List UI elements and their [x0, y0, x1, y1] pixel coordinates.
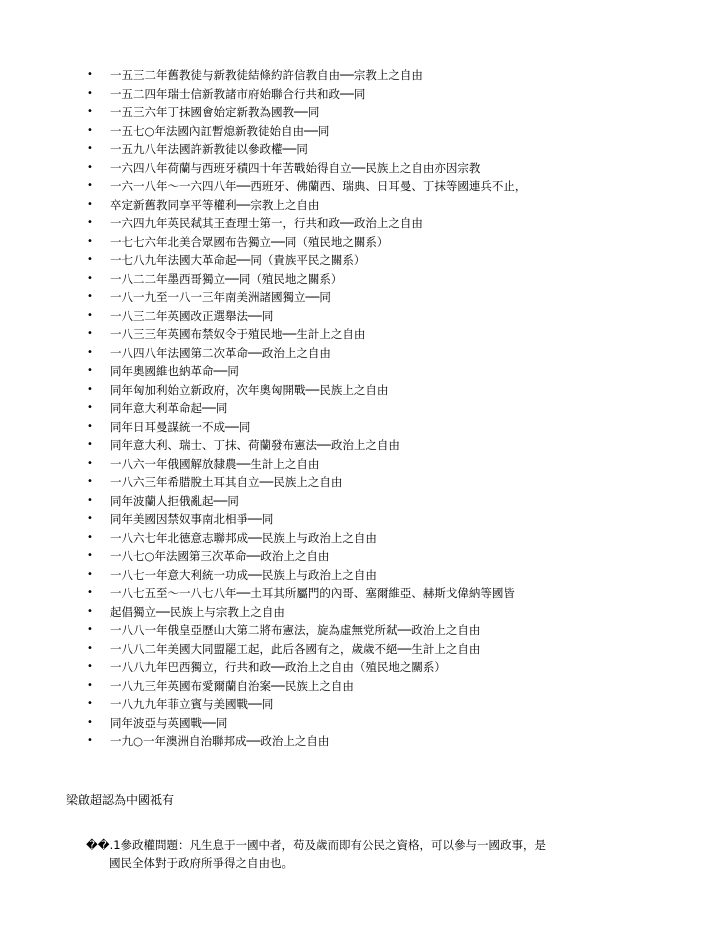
bullet-icon: • [87, 365, 93, 376]
bullet-icon: • [87, 457, 93, 469]
timeline-item-text: 一八七○年法國第三次革命──政治上之自由 [110, 549, 330, 563]
bullet-icon: • [87, 679, 93, 691]
timeline-item [84, 418, 684, 437]
timeline-item [84, 436, 684, 455]
timeline-item [84, 362, 684, 381]
timeline-item [84, 566, 684, 585]
bullet-icon: • [87, 513, 93, 524]
bullet-icon: • [87, 531, 93, 543]
timeline-item [84, 732, 684, 751]
bullet-icon: • [87, 180, 93, 191]
bullet-icon: • [87, 124, 93, 136]
bullet-icon: • [87, 217, 93, 228]
timeline-item-text: 同年意大利、瑞士、丁抹、荷蘭發布憲法──政治上之自由 [110, 438, 400, 452]
timeline-item-text: 一九○一年澳洲自治聯邦成──政治上之自由 [110, 734, 330, 748]
timeline-item [84, 399, 684, 418]
timeline-item [84, 677, 684, 696]
timeline-item [84, 177, 684, 196]
timeline-item-text: 一六一八年～一六四八年──西班牙、佛蘭西、瑞典、日耳曼、丁抹等國連兵不止， [110, 179, 527, 193]
timeline-item [84, 492, 684, 511]
timeline-item [84, 381, 684, 400]
timeline-item-text: 一八六一年俄國解放隸農──生計上之自由 [110, 456, 320, 471]
timeline-item-text: 一八二二年墨西哥獨立──同（殖民地之關系） [110, 271, 343, 286]
timeline-item [84, 529, 684, 548]
timeline-item [84, 510, 684, 529]
timeline-item [84, 695, 684, 714]
timeline-list [84, 66, 684, 751]
timeline-item [84, 140, 684, 159]
timeline-item-text: 卒定新舊教同享平等權利──宗教上之自由 [110, 197, 320, 212]
bullet-icon: • [87, 254, 93, 265]
timeline-item [84, 473, 684, 492]
bullet-icon: • [87, 402, 93, 413]
timeline-item-text: 一六四八年荷蘭与西班牙積四十年苦戰始得自立──民族上之自由亦因宗教 [110, 160, 481, 175]
timeline-item [84, 270, 684, 289]
paragraph [86, 836, 676, 872]
bullet-icon: • [87, 106, 93, 117]
timeline-item-text: 一七八九年法國大革命起──同（貴族平民之關系） [110, 253, 366, 267]
bullet-icon: • [87, 309, 93, 321]
timeline-item [84, 603, 684, 622]
timeline-item-text: 起倡獨立──民族上与宗教上之自由 [110, 604, 285, 619]
timeline-item-text: 同年波蘭人拒俄亂起──同 [110, 493, 239, 508]
timeline-item [84, 196, 684, 215]
timeline-item-text: 一五三六年丁抹國會始定新教為國教──同 [110, 105, 320, 119]
timeline-item-text: 一八六七年北德意志聯邦成──民族上与政治上之自由 [110, 530, 377, 545]
timeline-item-text: 一八四八年法國第二次革命──政治上之自由 [110, 345, 331, 360]
bullet-icon: • [87, 328, 93, 339]
timeline-item-text: 同年意大利革命起──同 [110, 401, 228, 415]
bullet-icon: • [87, 161, 93, 173]
timeline-item-text: 一八三二年英國改正選舉法──同 [110, 308, 274, 323]
timeline-item-text: 一八六三年希腊脫土耳其自立──民族上之自由 [110, 475, 343, 489]
timeline-item-text: 一八八九年巴西獨立，行共和政──政治上之自由（殖民地之關系） [110, 660, 446, 674]
timeline-item [84, 325, 684, 344]
timeline-item [84, 85, 684, 104]
bullet-icon: • [87, 587, 93, 598]
timeline-item [84, 214, 684, 233]
timeline-item [84, 103, 684, 122]
bullet-icon: • [87, 87, 93, 99]
bullet-icon: • [87, 735, 93, 746]
timeline-item-text: 一五九八年法國許新教徒以參政權──同 [110, 142, 308, 156]
bullet-icon: • [87, 550, 93, 561]
bullet-icon: • [87, 476, 93, 487]
bullet-icon: • [87, 716, 93, 728]
timeline-item-text: 一八九九年菲立賓与美國戰──同 [110, 697, 274, 711]
timeline-item-text: 一八八一年俄皇亞歷山大第二將布憲法，旋為虛無党所弒──政治上之自由 [110, 623, 481, 637]
timeline-item [84, 640, 684, 659]
timeline-item [84, 307, 684, 326]
timeline-item-text: 同年日耳曼謀統一不成──同 [110, 419, 251, 434]
bullet-icon: • [87, 605, 93, 617]
timeline-item-text: 一八一九至一八一三年南美洲諸國獨立──同 [110, 290, 331, 304]
timeline-item-text: 一八七一年意大利統一功成──民族上与政治上之自由 [110, 567, 377, 582]
timeline-item [84, 288, 684, 307]
timeline-item [84, 66, 684, 85]
paragraph-line-1: ��.1參政權問題：凡生息于一國中者，苟及歲而即有公民之資格，可以參与一國政事，是 [86, 838, 547, 852]
timeline-item-text: 一八三三年英國布禁奴令于殖民地──生計上之自由 [110, 327, 366, 341]
timeline-item-text: 同年匈加利始立新政府，次年奧匈開戰──民族上之自由 [110, 382, 389, 397]
timeline-item-text: 同年奧國維也納革命──同 [110, 364, 239, 378]
bullet-icon: • [87, 568, 93, 580]
bullet-icon: • [87, 642, 93, 654]
timeline-item-text: 一七七六年北美合眾國布告獨立──同（殖民地之關系） [110, 234, 389, 249]
paragraph-line-2: 國民全体對于政府所爭得之自由也。 [109, 856, 293, 870]
timeline-item [84, 233, 684, 252]
bullet-icon: • [87, 346, 93, 358]
timeline-item-text: 一五二四年瑞士信新教諸市府始聯合行共和政──同 [110, 86, 366, 101]
bullet-icon: • [87, 235, 93, 247]
bullet-icon: • [87, 198, 93, 210]
bullet-icon: • [87, 698, 93, 709]
timeline-item [84, 658, 684, 677]
bullet-icon: • [87, 383, 93, 395]
bullet-icon: • [87, 272, 93, 284]
bullet-icon: • [87, 143, 93, 154]
section-heading: 梁啟超認為中國祗有 [66, 793, 175, 807]
timeline-item-text: 一五七○年法國內訌暫熄新教徒始自由──同 [110, 123, 330, 138]
timeline-item [84, 584, 684, 603]
timeline-item [84, 122, 684, 141]
timeline-item [84, 621, 684, 640]
timeline-item [84, 344, 684, 363]
timeline-item [84, 547, 684, 566]
timeline-item-text: 一八七五至～一八七八年──土耳其所屬門的內哥、塞爾維亞、赫斯戈偉納等國皆 [110, 586, 515, 600]
timeline-item [84, 251, 684, 270]
timeline-item-text: 一八八二年美國大同盟罷工起，此后各國有之，歲歲不絕──生計上之自由 [110, 641, 481, 656]
timeline-item-text: 一八九三年英國布愛爾蘭自治案──民族上之自由 [110, 678, 354, 693]
bullet-icon: • [87, 661, 93, 672]
timeline-item [84, 455, 684, 474]
bullet-icon: • [87, 291, 93, 302]
bullet-icon: • [87, 69, 93, 80]
timeline-item-text: 同年波亞与英國戰──同 [110, 715, 228, 730]
bullet-icon: • [87, 420, 93, 432]
bullet-icon: • [87, 439, 93, 450]
bullet-icon: • [87, 494, 93, 506]
timeline-item [84, 714, 684, 733]
timeline-item-text: 一六四九年英民弒其王查理士第一，行共和政──政治上之自由 [110, 216, 423, 230]
timeline-item [84, 159, 684, 178]
bullet-icon: • [87, 624, 93, 635]
timeline-item-text: 一五三二年舊教徒与新教徒結條約許信教自由──宗教上之自由 [110, 68, 423, 82]
timeline-item-text: 同年美國因禁奴事南北相爭──同 [110, 512, 274, 526]
